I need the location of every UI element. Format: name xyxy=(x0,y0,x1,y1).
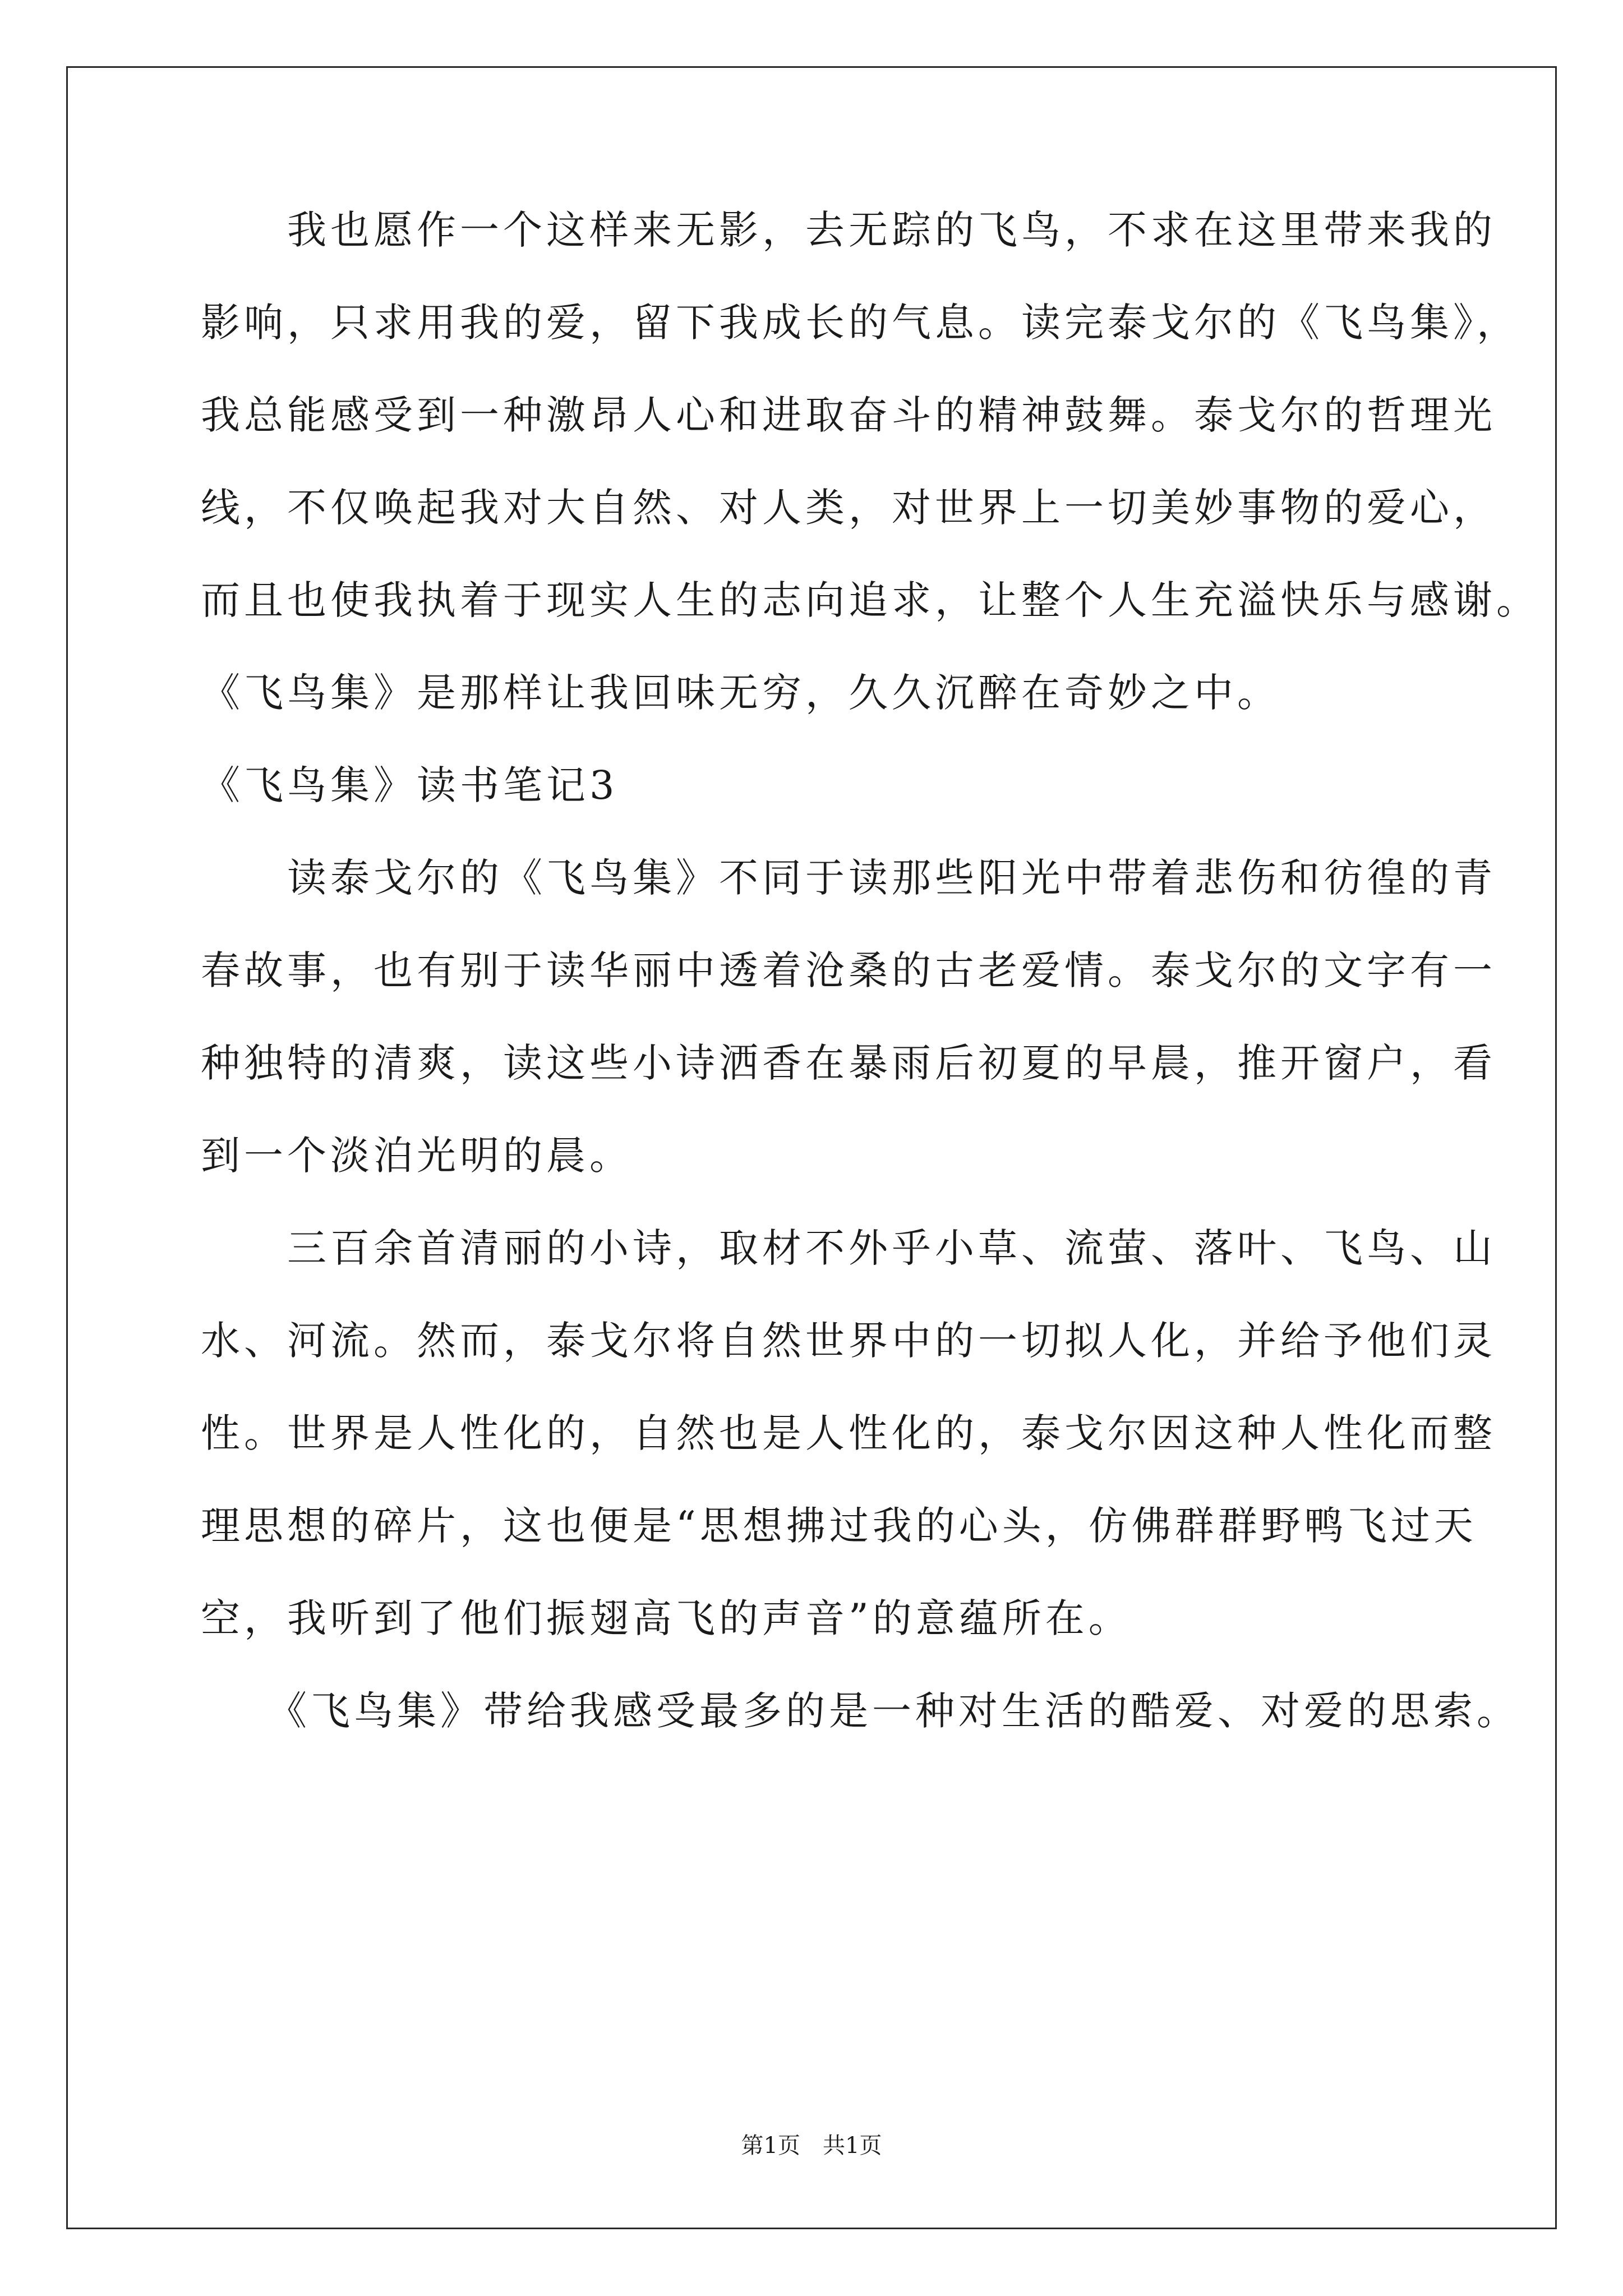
text-line: 春故事，也有别于读华丽中透着沧桑的古老爱情。泰戈尔的文字有一 xyxy=(201,947,1496,993)
text-line: 到一个淡泊光明的晨。 xyxy=(201,1133,633,1179)
text-line: 性。世界是人性化的，自然也是人性化的，泰戈尔因这种人性化而整 xyxy=(201,1410,1496,1456)
text-line: 水、河流。然而，泰戈尔将自然世界中的一切拟人化，并给予他们灵 xyxy=(201,1318,1496,1364)
text-line: 种独特的清爽，读这些小诗洒香在暴雨后初夏的早晨，推开窗户，看 xyxy=(201,1040,1496,1086)
section-heading: 《飞鸟集》读书笔记3 xyxy=(201,762,619,808)
page-number: 第1页 共1页 xyxy=(741,2133,882,2159)
text-line: 理思想的碎片，这也便是“思想拂过我的心头，仿佛群群野鸭飞过天 xyxy=(201,1503,1477,1549)
text-line: 而且也使我执着于现实人生的志向追求，让整个人生充溢快乐与感谢。 xyxy=(201,577,1539,623)
text-line: 三百余首清丽的小诗，取材不外乎小草、流萤、落叶、飞鸟、山 xyxy=(201,1225,1496,1271)
text-line: 影响，只求用我的爱，留下我成长的气息。读完泰戈尔的《飞鸟集》， xyxy=(201,300,1520,346)
text-line: 读泰戈尔的《飞鸟集》不同于读那些阳光中带着悲伤和彷徨的青 xyxy=(201,855,1496,901)
text-line: 《飞鸟集》是那样让我回味无穷，久久沉醉在奇妙之中。 xyxy=(201,670,1280,716)
text-line: 我也愿作一个这样来无影，去无踪的飞鸟，不求在这里带来我的 xyxy=(201,207,1496,253)
text-line: 空，我听到了他们振翅高飞的声音”的意蕴所在。 xyxy=(201,1595,1132,1641)
page-footer xyxy=(0,2132,1623,2160)
text-line: 《飞鸟集》带给我感受最多的是一种对生活的酷爱、对爱的思索。 xyxy=(201,1688,1520,1734)
text-line: 线，不仅唤起我对大自然、对人类，对世界上一切美妙事物的爱心， xyxy=(201,485,1496,531)
text-line: 我总能感受到一种激昂人心和进取奋斗的精神鼓舞。泰戈尔的哲理光 xyxy=(201,392,1496,438)
